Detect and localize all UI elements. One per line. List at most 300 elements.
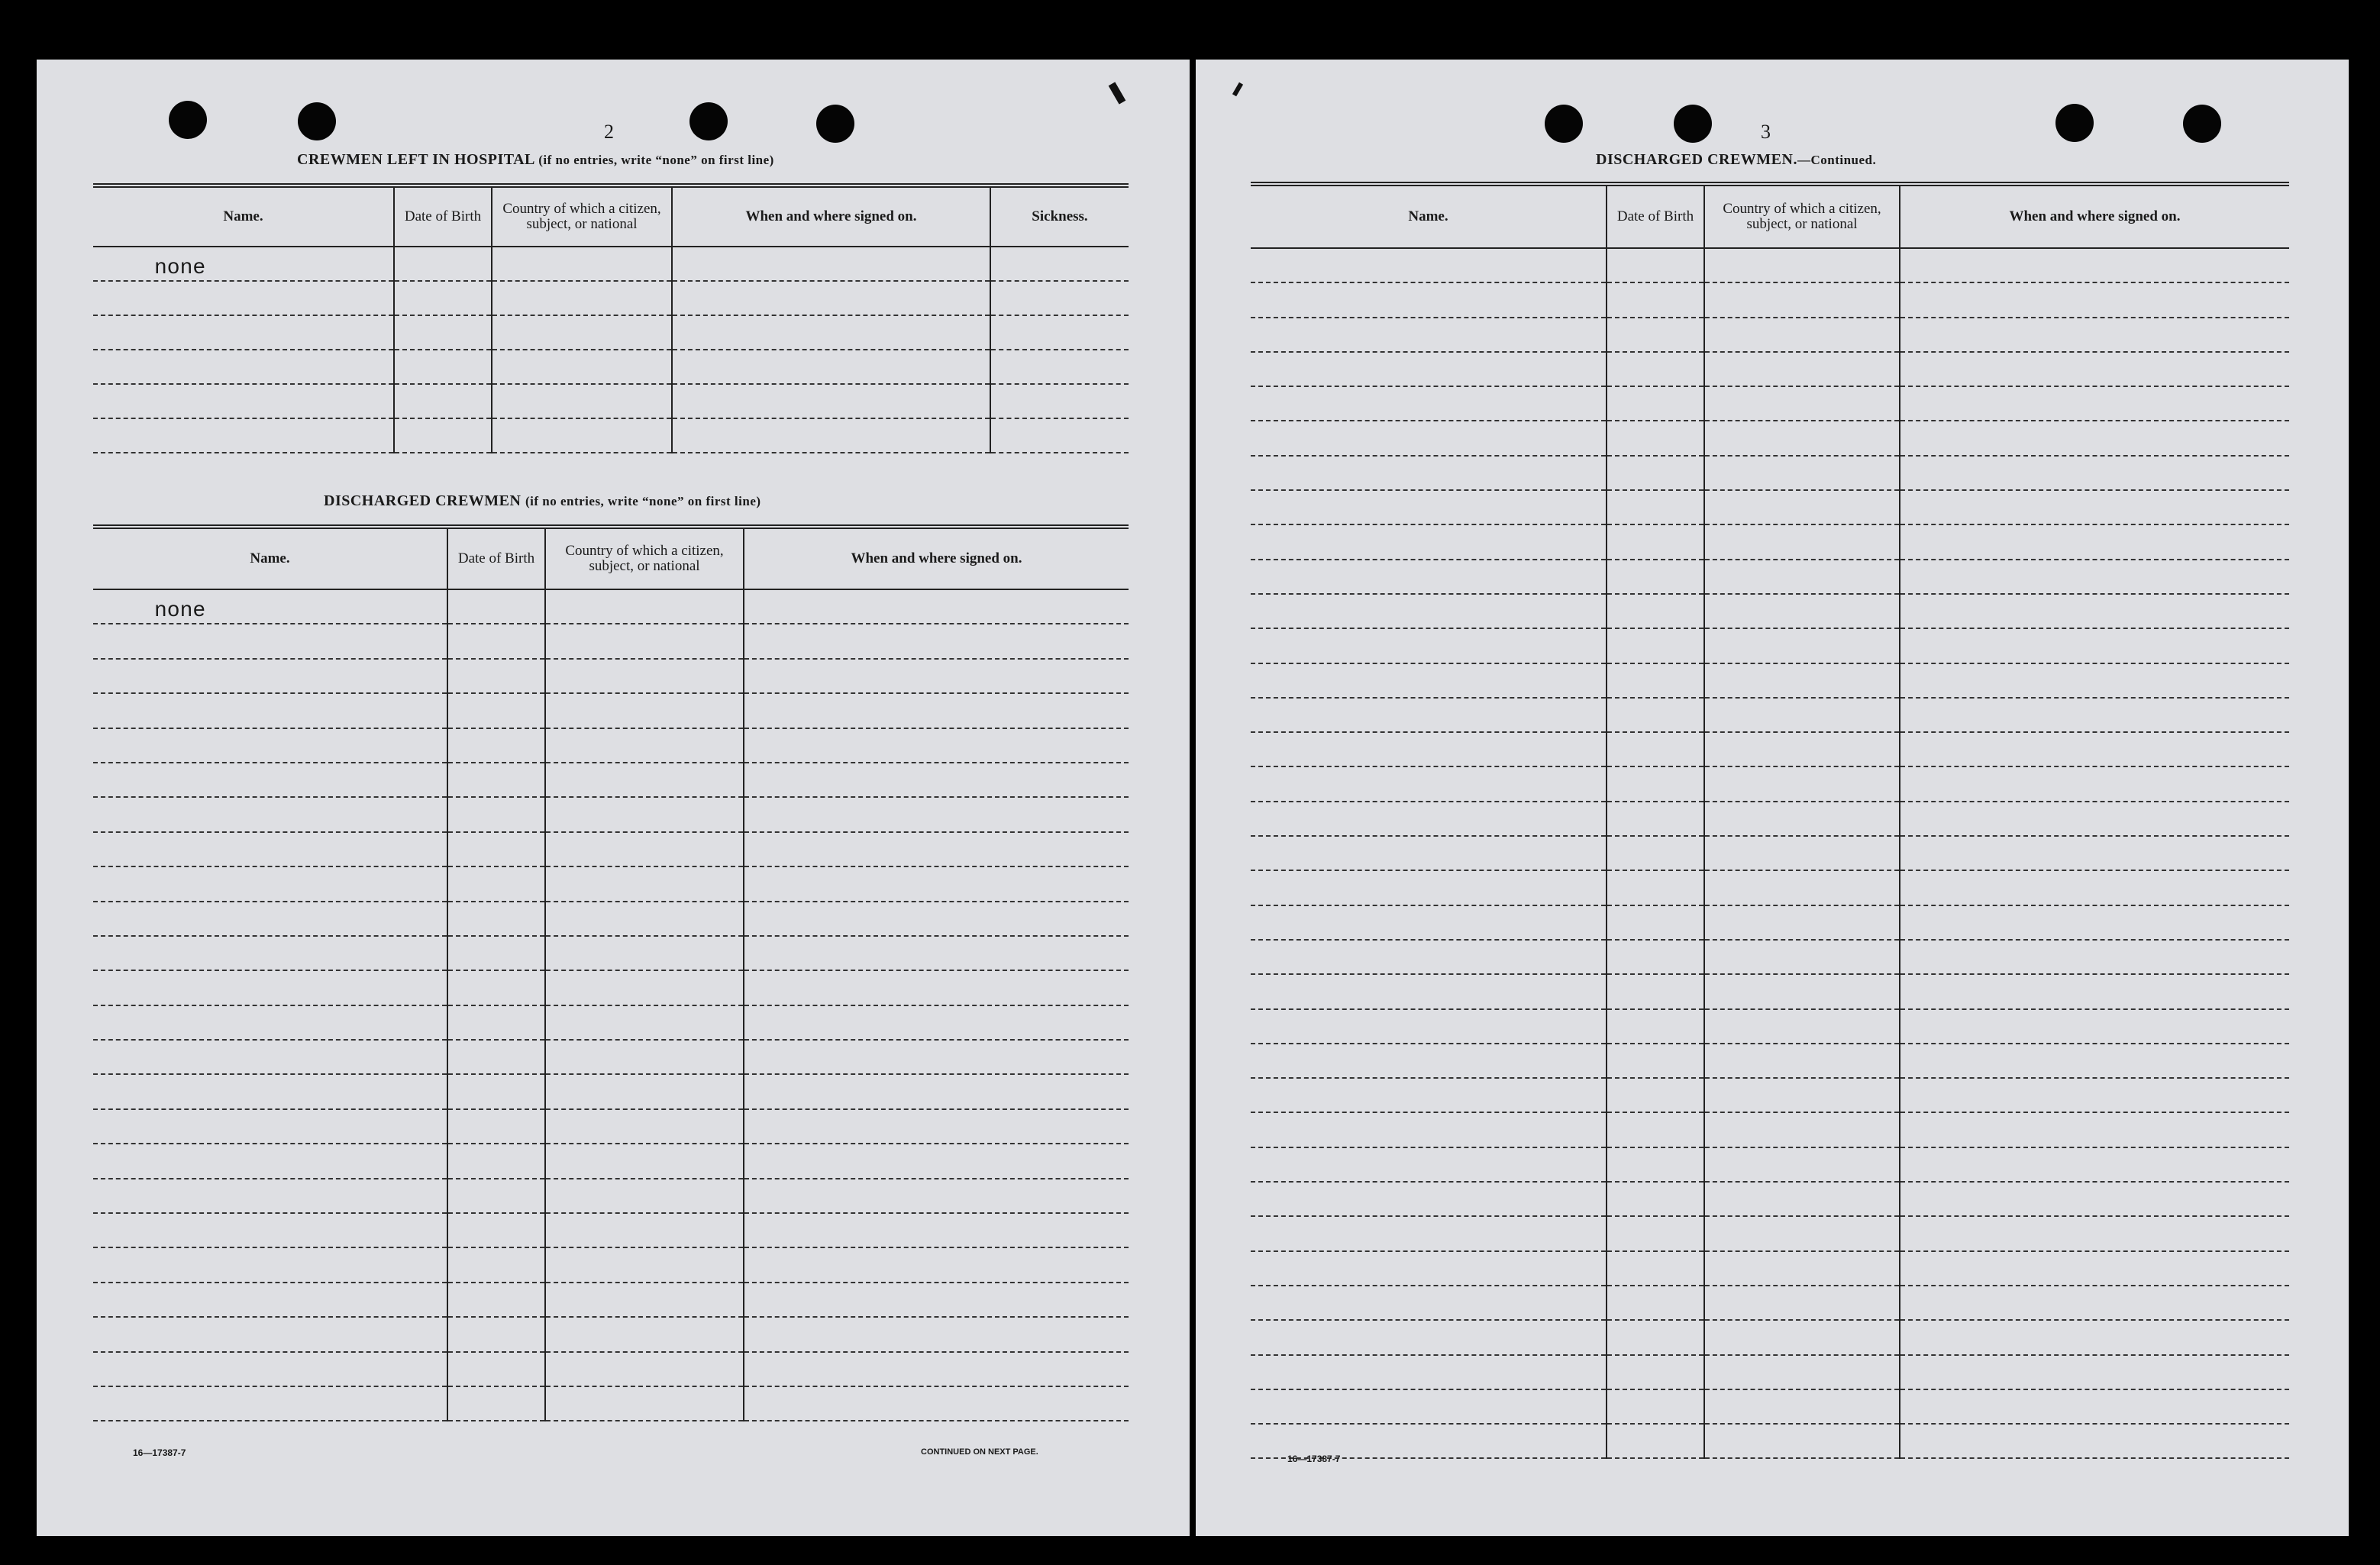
blank-cell [545,589,744,624]
blank-cell [1900,1424,2289,1458]
blank-cell [1704,1216,1900,1250]
punch-hole [689,102,728,140]
blank-cell [1607,421,1704,455]
table-row [1251,1182,2289,1216]
name-cell [93,384,394,418]
name-cell [93,315,394,350]
name-cell [1251,1251,1607,1286]
blank-cell [1900,940,2289,974]
table-row [1251,1112,2289,1147]
table-row [1251,732,2289,766]
blank-cell [744,832,1129,866]
blank-cell [447,832,545,866]
punch-hole [1545,105,1583,143]
blank-cell [672,315,990,350]
table-row [1251,1355,2289,1389]
form-number: 16—17387-7 [1287,1454,1341,1464]
name-cell [93,1109,447,1144]
blank-cell [1900,282,2289,317]
blank-cell [447,589,545,624]
blank-cell [447,1179,545,1213]
table-row [1251,766,2289,801]
name-cell [1251,802,1607,836]
hospital-heading [297,151,774,169]
table-row [1251,1009,2289,1044]
blank-cell [545,624,744,658]
blank-cell [1900,1112,2289,1147]
blank-cell [545,1040,744,1074]
name-cell [93,1074,447,1108]
table-row [1251,386,2289,421]
blank-cell [744,1109,1129,1144]
blank-cell [1900,802,2289,836]
blank-cell [744,970,1129,1005]
hospital-rows [93,247,1129,453]
blank-cell [545,1247,744,1282]
name-cell [1251,282,1607,317]
name-cell [1251,628,1607,663]
blank-cell [545,1213,744,1247]
blank-cell [1607,1286,1704,1320]
blank-cell [1704,1112,1900,1147]
blank-cell [1900,1389,2289,1424]
name-cell [93,1352,447,1386]
blank-cell [394,384,492,418]
discharged-continued-heading [1596,151,1876,169]
blank-cell [545,866,744,901]
blank-cell [744,624,1129,658]
blank-cell [545,1144,744,1178]
table-row [93,866,1129,901]
table-row [1251,698,2289,732]
blank-cell [1704,940,1900,974]
table-row [93,1283,1129,1317]
blank-cell [1704,456,1900,490]
blank-cell [1900,352,2289,386]
table-row [93,1040,1129,1074]
name-cell [1251,1078,1607,1112]
blank-cell [447,797,545,831]
table-row [93,418,1129,453]
punch-hole [2183,105,2221,143]
hospital-table [93,183,1129,453]
blank-cell [1704,1389,1900,1424]
blank-cell [744,728,1129,763]
blank-cell [1607,1424,1704,1458]
table-row [1251,421,2289,455]
name-cell [1251,1320,1607,1354]
name-cell [93,763,447,797]
name-cell [1251,1044,1607,1078]
blank-cell [1607,663,1704,698]
blank-cell [1704,524,1900,559]
blank-cell [545,1005,744,1040]
blank-cell [1900,628,2289,663]
blank-cell [1607,766,1704,801]
name-cell [1251,905,1607,940]
blank-cell [545,797,744,831]
blank-cell [1607,628,1704,663]
blank-cell [1704,421,1900,455]
table-row [93,902,1129,936]
punch-hole [816,105,854,143]
blank-cell [1704,1182,1900,1216]
table-row [93,1247,1129,1282]
blank-cell [1900,974,2289,1008]
table-row [93,1213,1129,1247]
name-cell [1251,560,1607,594]
table-row [1251,1251,2289,1286]
name-cell [1251,766,1607,801]
table-row [1251,594,2289,628]
blank-cell [672,350,990,384]
blank-cell [1704,1147,1900,1182]
table-row [93,589,1129,624]
continued-note: CONTINUED ON NEXT PAGE. [921,1447,1038,1457]
table-row [1251,1147,2289,1182]
blank-cell [672,247,990,281]
blank-cell [447,728,545,763]
blank-cell [1704,1424,1900,1458]
name-cell [93,659,447,693]
discharged-instruction: (if no entries, write “none” on first line) [525,494,761,508]
blank-cell [1607,1009,1704,1044]
blank-cell [990,350,1129,384]
name-cell [93,1179,447,1213]
blank-cell [1607,594,1704,628]
blank-cell [447,902,545,936]
blank-cell [545,1074,744,1108]
table-row [93,693,1129,728]
table-row [1251,870,2289,905]
punch-hole [2055,104,2094,142]
name-cell [93,832,447,866]
table-row [1251,318,2289,352]
table-row [93,763,1129,797]
name-cell [1251,732,1607,766]
table-row [1251,248,2289,282]
name-cell [1251,318,1607,352]
col-date-of-birth: Date of Birth [447,527,545,589]
blank-cell [1900,836,2289,870]
name-cell [93,866,447,901]
blank-cell [447,936,545,970]
table-row [1251,1044,2289,1078]
name-cell [93,902,447,936]
col-sickness: Sickness. [990,186,1129,247]
table-row [1251,802,2289,836]
blank-cell [1607,318,1704,352]
blank-cell [744,902,1129,936]
continued-suffix: —Continued. [1797,153,1877,167]
table-row [93,1352,1129,1386]
blank-cell [744,1213,1129,1247]
blank-cell [1704,698,1900,732]
name-cell [93,1283,447,1317]
blank-cell [1607,1251,1704,1286]
blank-cell [545,1109,744,1144]
table-row [1251,456,2289,490]
blank-cell [447,970,545,1005]
name-cell [1251,940,1607,974]
blank-cell [1900,698,2289,732]
blank-cell [1607,698,1704,732]
blank-cell [447,1074,545,1108]
blank-cell [1900,766,2289,801]
table-row [93,315,1129,350]
blank-cell [1704,663,1900,698]
blank-cell [1900,1251,2289,1286]
table-row [1251,352,2289,386]
discharged-rows [93,589,1129,1421]
blank-cell [1704,352,1900,386]
page-number: 2 [604,121,614,143]
table-row [1251,663,2289,698]
blank-cell [1607,1355,1704,1389]
blank-cell [1900,1320,2289,1354]
name-cell [1251,490,1607,524]
blank-cell [447,693,545,728]
blank-cell [1900,1355,2289,1389]
blank-cell [1900,1044,2289,1078]
blank-cell [744,1283,1129,1317]
blank-cell [1607,802,1704,836]
blank-cell [545,936,744,970]
right-page [1196,60,2349,1536]
blank-cell [1704,974,1900,1008]
table-row [1251,905,2289,940]
name-cell [1251,1389,1607,1424]
table-row [1251,282,2289,317]
name-cell [1251,870,1607,905]
col-name: Name. [1251,184,1607,248]
col-signed-on: When and where signed on. [1900,184,2289,248]
table-row [93,624,1129,658]
blank-cell [1704,248,1900,282]
name-cell [93,1386,447,1421]
blank-cell [1607,352,1704,386]
table-row [93,797,1129,831]
blank-cell [744,693,1129,728]
blank-cell [1900,524,2289,559]
blank-cell [744,1144,1129,1178]
blank-cell [545,1317,744,1351]
blank-cell [1607,560,1704,594]
blank-cell [1900,318,2289,352]
name-cell [93,350,394,384]
blank-cell [744,797,1129,831]
blank-cell [1704,490,1900,524]
table-row [93,350,1129,384]
table-row [93,1317,1129,1351]
hospital-instruction: (if no entries, write “none” on first line) [538,153,774,167]
table-row [93,1109,1129,1144]
table-row [1251,836,2289,870]
blank-cell [744,936,1129,970]
blank-cell [744,1247,1129,1282]
name-cell [1251,1147,1607,1182]
blank-cell [447,1247,545,1282]
blank-cell [1607,524,1704,559]
name-cell: none [93,589,447,624]
blank-cell [1607,905,1704,940]
blank-cell [744,1074,1129,1108]
name-cell [93,1040,447,1074]
blank-cell [672,418,990,453]
name-cell [93,693,447,728]
blank-cell [492,384,672,418]
form-number: 16—17387-7 [133,1447,186,1458]
blank-cell [1900,1216,2289,1250]
blank-cell [1704,282,1900,317]
blank-cell [744,1352,1129,1386]
col-country: Country of which a citizen, subject, or national [1704,184,1900,248]
blank-cell [545,902,744,936]
blank-cell [545,1386,744,1421]
name-cell [1251,663,1607,698]
name-cell: none [93,247,394,281]
blank-cell [1607,1044,1704,1078]
name-cell [93,1005,447,1040]
col-country: Country of which a citizen, subject, or national [492,186,672,247]
blank-cell [545,1283,744,1317]
blank-cell [990,281,1129,315]
col-signed-on: When and where signed on. [672,186,990,247]
table-row [93,247,1129,281]
table-row [1251,1389,2289,1424]
blank-cell [1900,594,2289,628]
name-cell [1251,421,1607,455]
name-cell [1251,1355,1607,1389]
blank-cell [545,1179,744,1213]
blank-cell [447,1109,545,1144]
blank-cell [1900,248,2289,282]
blank-cell [545,763,744,797]
name-cell [1251,1009,1607,1044]
blank-cell [545,970,744,1005]
blank-cell [1704,1355,1900,1389]
col-name: Name. [93,527,447,589]
discharged-continued-table [1251,182,2289,1459]
blank-cell [1607,974,1704,1008]
blank-cell [1704,802,1900,836]
name-cell [93,281,394,315]
discharged-heading [324,492,761,510]
blank-cell [1704,1286,1900,1320]
blank-cell [1607,490,1704,524]
blank-cell [1704,1044,1900,1078]
blank-cell [1607,1112,1704,1147]
page-number: 3 [1761,121,1771,143]
table-row [93,728,1129,763]
table-row [1251,1424,2289,1458]
blank-cell [1900,1182,2289,1216]
blank-cell [394,281,492,315]
name-cell [93,936,447,970]
name-cell [1251,1216,1607,1250]
name-cell [1251,524,1607,559]
blank-cell [1607,1389,1704,1424]
name-cell [93,1213,447,1247]
name-cell [1251,352,1607,386]
table-row [1251,974,2289,1008]
blank-cell [1704,870,1900,905]
blank-cell [394,418,492,453]
hospital-title: CREWMEN LEFT IN HOSPITAL [297,151,534,168]
blank-cell [1607,282,1704,317]
blank-cell [990,247,1129,281]
name-cell [1251,1182,1607,1216]
name-cell [93,624,447,658]
blank-cell [1704,386,1900,421]
blank-cell [1704,318,1900,352]
blank-cell [447,1040,545,1074]
blank-cell [545,659,744,693]
table-row [93,659,1129,693]
blank-cell [447,763,545,797]
name-cell [1251,698,1607,732]
name-cell [93,797,447,831]
discharged-title: DISCHARGED CREWMEN [324,492,522,509]
blank-cell [744,763,1129,797]
blank-cell [447,659,545,693]
col-country: Country of which a citizen, subject, or national [545,527,744,589]
blank-cell [545,832,744,866]
blank-cell [1900,421,2289,455]
blank-cell [1900,1147,2289,1182]
blank-cell [1607,1147,1704,1182]
table-row [1251,1320,2289,1354]
table-row [1251,560,2289,594]
blank-cell [1607,248,1704,282]
blank-cell [1900,456,2289,490]
blank-cell [1900,1078,2289,1112]
blank-cell [1900,663,2289,698]
blank-cell [394,315,492,350]
blank-cell [744,659,1129,693]
table-row [1251,1078,2289,1112]
name-cell [1251,1112,1607,1147]
blank-cell [1900,870,2289,905]
blank-cell [1607,732,1704,766]
blank-cell [394,350,492,384]
blank-cell [1607,1078,1704,1112]
paper-clip-mark [1109,82,1126,104]
table-row [1251,940,2289,974]
blank-cell [1900,560,2289,594]
table-row [93,936,1129,970]
name-cell [93,970,447,1005]
blank-cell [492,315,672,350]
blank-cell [447,1352,545,1386]
blank-cell [447,1005,545,1040]
table-row [93,1074,1129,1108]
table-row [1251,1286,2289,1320]
blank-cell [492,350,672,384]
punch-hole [169,101,207,139]
discharged-continued-rows [1251,248,2289,1458]
name-cell [1251,974,1607,1008]
col-date-of-birth: Date of Birth [1607,184,1704,248]
blank-cell [672,384,990,418]
blank-cell [394,247,492,281]
table-row [93,832,1129,866]
blank-cell [447,866,545,901]
table-row [93,1386,1129,1421]
table-row [93,384,1129,418]
punch-hole [298,102,336,140]
blank-cell [1704,560,1900,594]
